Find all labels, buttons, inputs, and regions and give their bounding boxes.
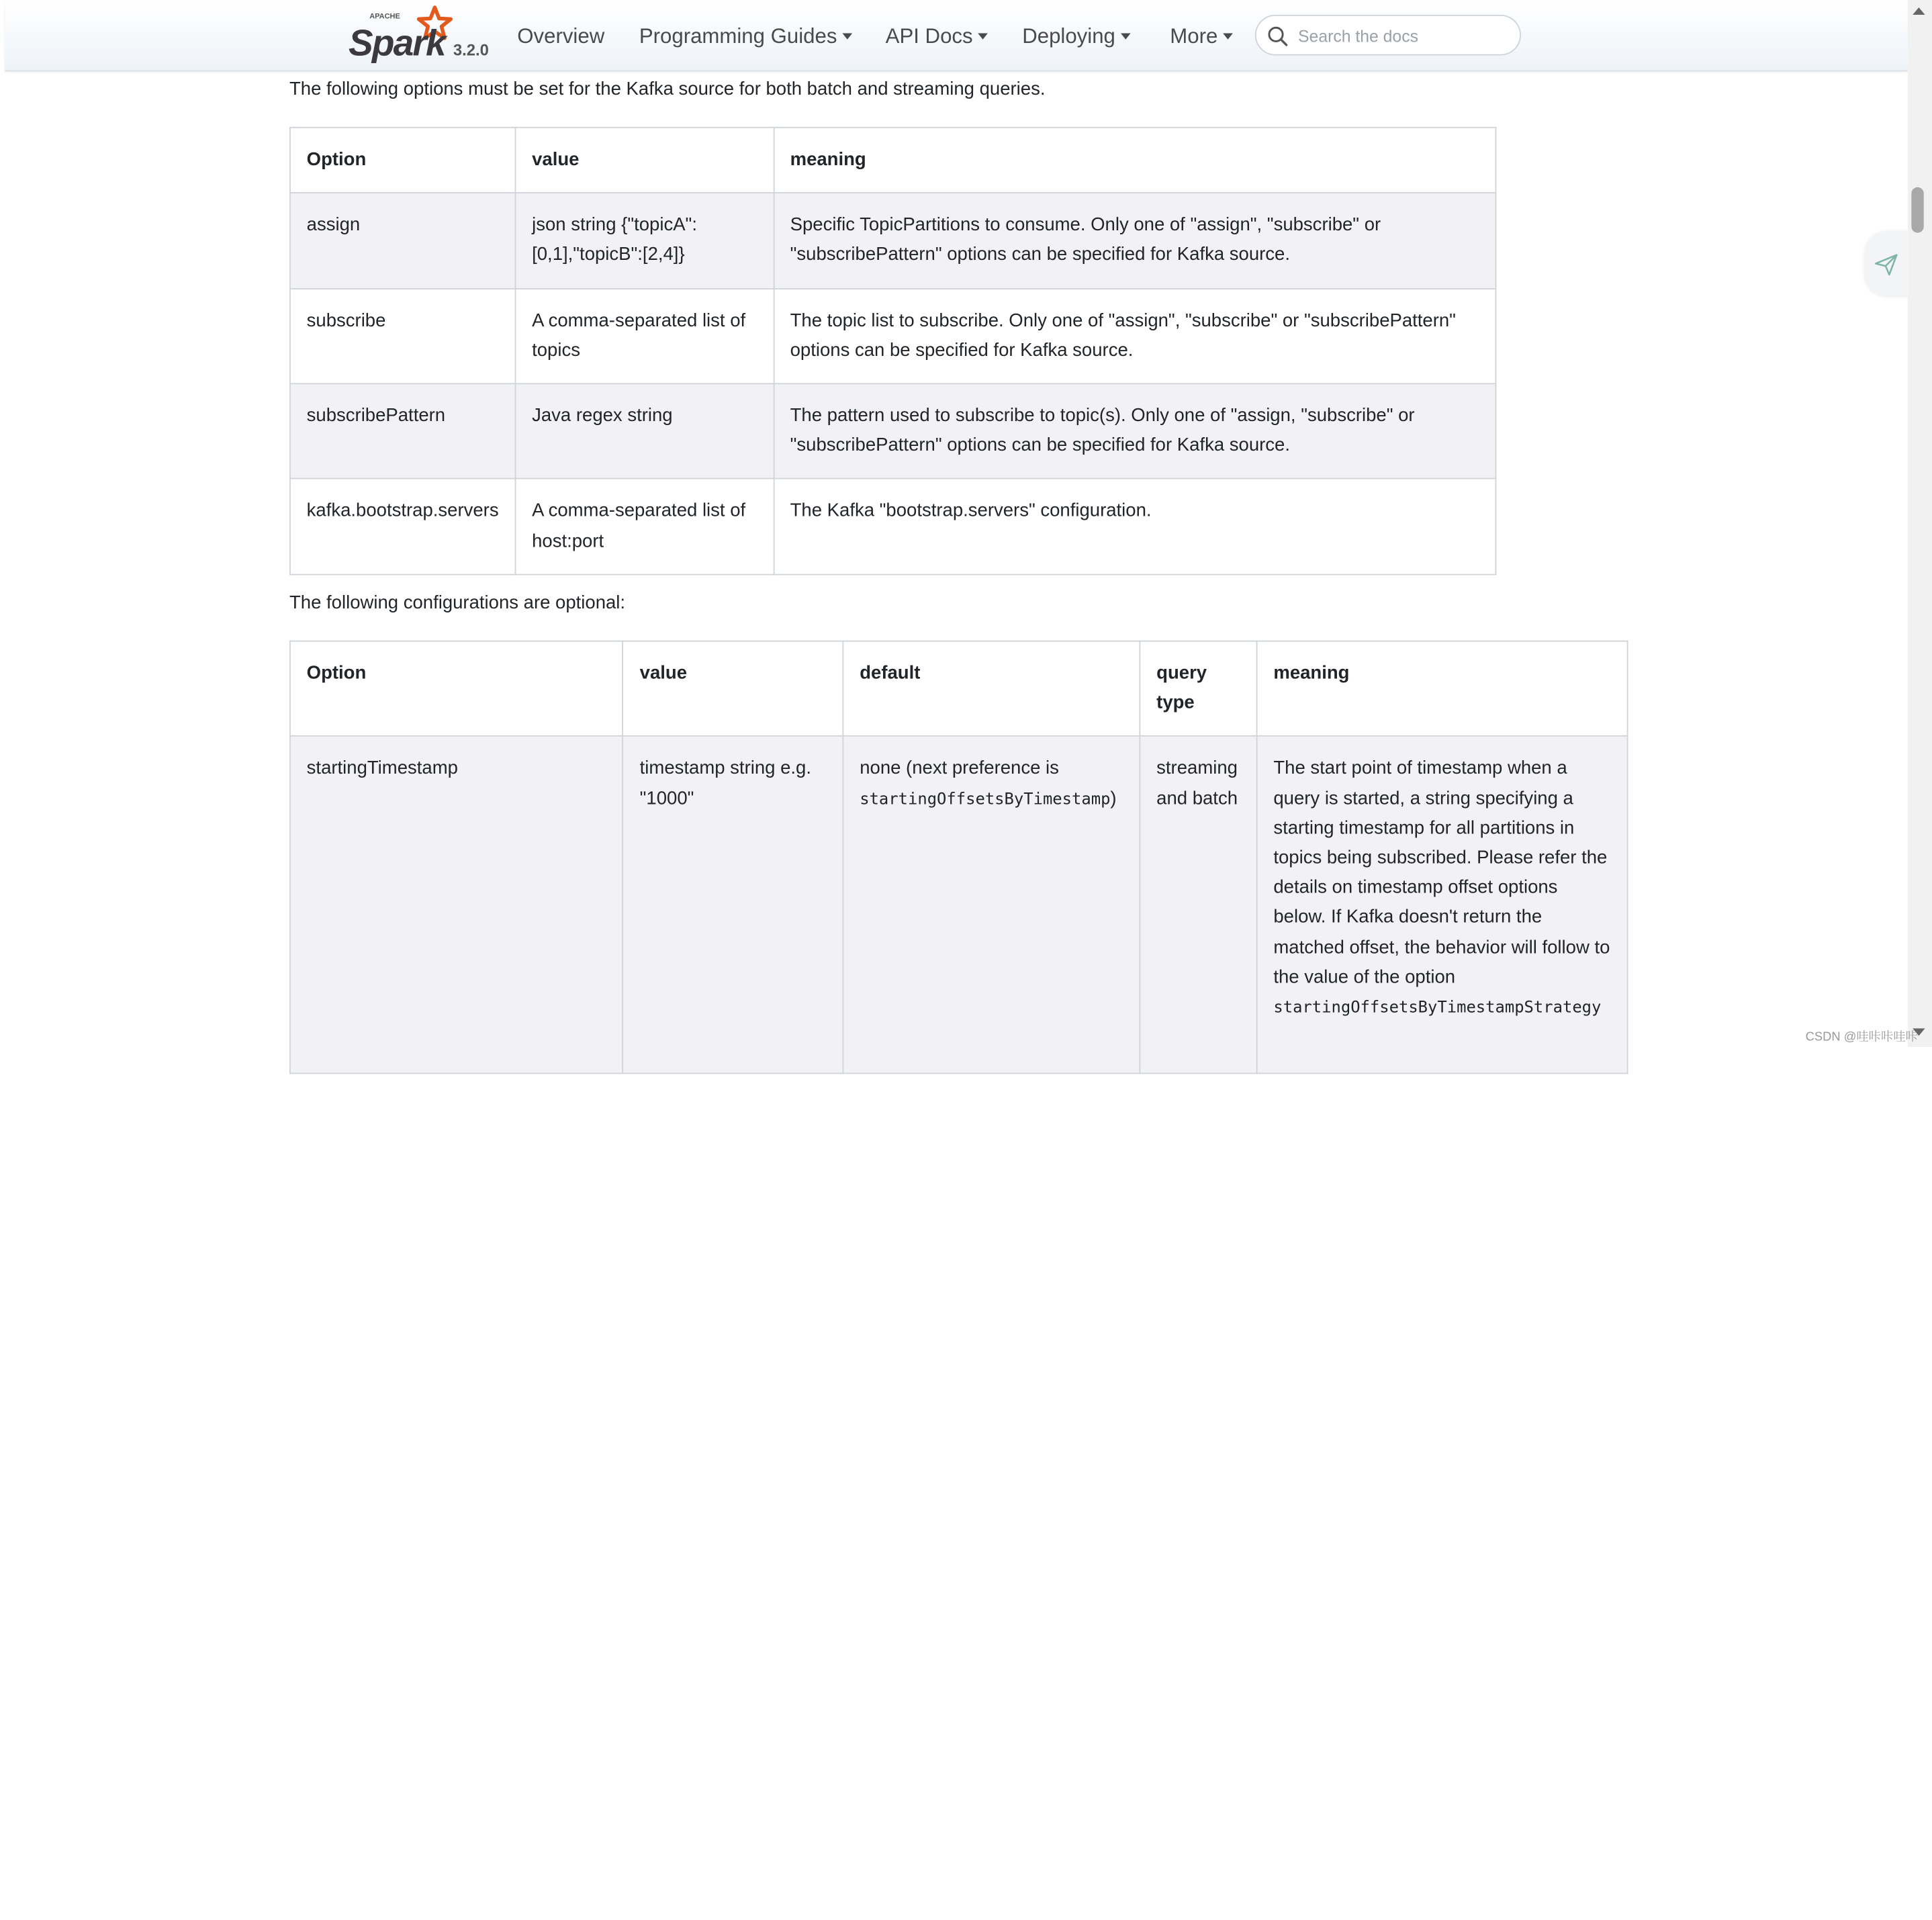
required-options-intro: The following options must be set for the Kafka source for both batch and streaming queries. xyxy=(289,79,1046,100)
vertical-scrollbar[interactable] xyxy=(1908,0,1932,1047)
nav-api-docs[interactable] xyxy=(886,25,988,50)
column-header: meaning xyxy=(1257,641,1628,737)
nav-overview-label: Overview xyxy=(517,24,605,48)
scrollbar-thumb[interactable] xyxy=(1911,187,1923,233)
search-input[interactable] xyxy=(1298,24,1508,48)
required-options-table xyxy=(289,127,1496,575)
option-cell: subscribePattern xyxy=(290,383,515,479)
option-cell: kafka.bootstrap.servers xyxy=(290,479,515,574)
option-cell: startingTimestamp xyxy=(290,737,623,1074)
value-cell: A comma-separated list of topics xyxy=(515,288,774,383)
meaning-code: startingOffsetsByTimestampStrategy xyxy=(1273,999,1602,1017)
logo-apache-text: APACHE xyxy=(369,12,400,21)
value-cell: A comma-separated list of host:port xyxy=(515,479,774,574)
default-code: startingOffsetsByTimestamp xyxy=(860,790,1111,809)
optional-options-table xyxy=(289,641,1628,1075)
meaning-cell: The topic list to subscribe. Only one of "assign", "subscribe" or "subscribePattern" options can be specified for Kafka source. xyxy=(774,288,1496,383)
watermark: CSDN @哇咔咔哇咔 xyxy=(1805,1031,1919,1045)
table-row xyxy=(290,193,1496,288)
column-header: default xyxy=(843,641,1140,737)
optional-options-intro: The following configurations are optional: xyxy=(289,592,626,614)
version-label: 3.2.0 xyxy=(453,40,489,60)
column-header: query type xyxy=(1140,641,1256,737)
meaning-cell xyxy=(1257,737,1628,1074)
table-header-row xyxy=(290,641,1628,737)
column-header: value xyxy=(515,128,774,193)
nav-api-docs-label: API Docs xyxy=(885,24,973,48)
caret-down-icon xyxy=(1120,34,1130,40)
caret-down-icon xyxy=(842,34,852,40)
nav-programming-guides-label: Programming Guides xyxy=(639,24,837,48)
table-row xyxy=(290,288,1496,383)
option-cell: assign xyxy=(290,193,515,288)
top-navbar xyxy=(5,0,1908,71)
nav-more-label: More xyxy=(1170,24,1218,48)
caret-down-icon xyxy=(978,34,988,40)
value-cell: json string {"topicA":[0,1],"topicB":[2,4]} xyxy=(515,193,774,288)
value-cell: Java regex string xyxy=(515,383,774,479)
meaning-cell: Specific TopicPartitions to consume. Only one of "assign", "subscribe" or "subscribePattern" options can be specified for Kafka source. xyxy=(774,193,1496,288)
logo-spark-text: Spark xyxy=(349,21,445,64)
search-box[interactable] xyxy=(1255,15,1521,56)
table-row xyxy=(290,737,1628,1074)
send-icon xyxy=(1874,254,1899,276)
column-header: Option xyxy=(290,641,623,737)
meaning-text: The start point of timestamp when a query is started, a string specifying a starting timestamp for all partitions in topics being subscribed. Please refer the details on timestamp offset options below. If Kafka doesn't return the matched offset, the behavior will follow to the value of the option xyxy=(1273,758,1610,988)
meaning-cell: The Kafka "bootstrap.servers" configuration. xyxy=(774,479,1496,574)
column-header: meaning xyxy=(774,128,1496,193)
column-header: value xyxy=(623,641,843,737)
spark-logo-graphic xyxy=(345,5,459,64)
table-row xyxy=(290,479,1496,574)
table-row xyxy=(290,383,1496,479)
table-header-row xyxy=(290,128,1496,193)
value-cell: timestamp string e.g. "1000" xyxy=(623,737,843,1074)
column-header: Option xyxy=(290,128,515,193)
side-share-button[interactable] xyxy=(1865,232,1909,297)
nav-deploying-label: Deploying xyxy=(1022,24,1115,48)
nav-programming-guides[interactable] xyxy=(639,25,852,50)
nav-deploying[interactable] xyxy=(1022,25,1130,50)
nav-more[interactable] xyxy=(1170,25,1232,50)
default-text: none (next preference is xyxy=(860,758,1059,779)
scroll-up-arrow-icon[interactable] xyxy=(1913,7,1925,15)
query-type-cell: streaming and batch xyxy=(1140,737,1256,1074)
option-cell: subscribe xyxy=(290,288,515,383)
spark-logo[interactable] xyxy=(345,5,459,64)
default-cell xyxy=(843,737,1140,1074)
default-text-suffix: ) xyxy=(1110,788,1117,809)
caret-down-icon xyxy=(1223,34,1233,40)
nav-overview[interactable] xyxy=(517,25,604,50)
meaning-cell: The pattern used to subscribe to topic(s). Only one of "assign, "subscribe" or "subscribePattern" options can be specified for Kafka source. xyxy=(774,383,1496,479)
search-icon xyxy=(1267,26,1288,47)
